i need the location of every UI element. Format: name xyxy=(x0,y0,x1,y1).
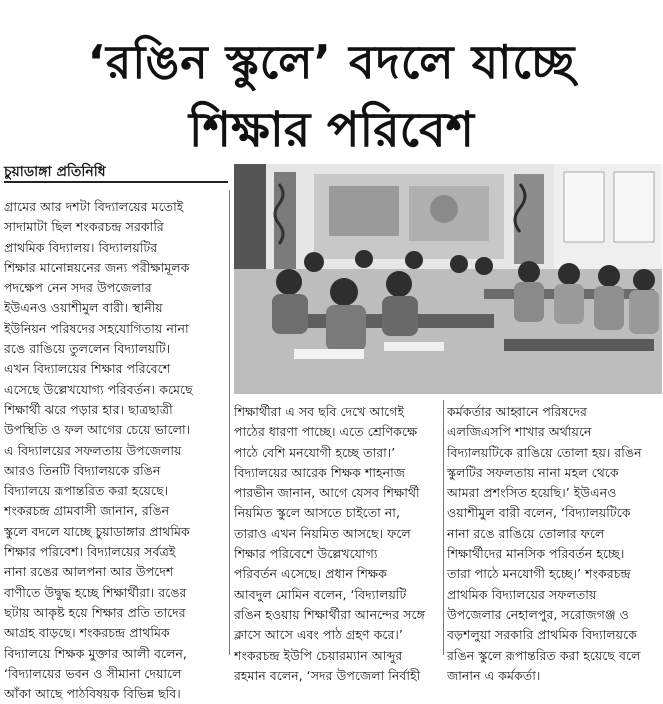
text-line: শিক্ষার্থীরা এ সব ছবি দেখে আগেই xyxy=(234,404,405,419)
article-column-2 xyxy=(234,402,440,686)
text-line: নানা রঙের আলপনা আর উপদেশ xyxy=(4,564,174,580)
text-line: ইউনিয়ন পরিষদের সহযোগিতায় নানা xyxy=(4,320,189,336)
text-line: প্রাথমিক বিদ্যালয়। বিদ্যালয়টির xyxy=(4,239,158,255)
text-line: পরিবর্তন এসেছে। প্রধান শিক্ষক xyxy=(234,566,387,582)
text-line: ছটায় আকৃষ্ট হয়ে শিক্ষার প্রতি তাদের xyxy=(4,604,186,620)
text-line: কর্মকর্তার আহ্বানে পরিষদের xyxy=(447,404,587,419)
text-line: বিদ্যালয়ে রূপান্তরিত করা হয়েছে। xyxy=(4,483,169,499)
text-line: ইউএনও ওয়াশীমুল বারী। স্থানীয় xyxy=(4,300,163,316)
text-line: শংকরচন্দ্র গ্রামবাসী জানান, রঙিন xyxy=(4,503,170,519)
text-line: উপস্থিতি ও ফল আগের চেয়ে ভালো। xyxy=(4,422,191,438)
column-divider-2 xyxy=(443,400,444,655)
byline: চুয়াডাঙ্গা প্রতিনিধি xyxy=(4,164,106,180)
article-column-3 xyxy=(447,402,661,686)
classroom-photo xyxy=(234,164,662,394)
text-line: আঁকা আছে পাঠবিষয়ক বিভিন্ন ছবি। xyxy=(4,686,181,702)
text-line: ক্লাসে আসে এবং পাঠ গ্রহণ করে।’ xyxy=(234,627,403,643)
text-line: তারাও এখন নিয়মিত আসছে। ফলে xyxy=(234,525,411,541)
text-line: গ্রামের আর দশটা বিদ্যালয়ের মতোই xyxy=(4,199,184,214)
text-line: এখন বিদ্যালয়ের শিক্ষার পরিবেশে xyxy=(4,361,171,377)
text-line: পদক্ষেপ নেন সদর উপজেলার xyxy=(4,280,152,296)
text-line: বাণীতে উদ্বুদ্ধ হচ্ছে শিক্ষার্থীরা। রঙের xyxy=(4,584,187,600)
text-line: শংকরচন্দ্র ইউপি চেয়ারম্যান আব্দুর xyxy=(234,647,403,663)
text-line: পাঠে বেশি মনযোগী হচ্ছে তারা।’ xyxy=(234,444,396,460)
text-line: আবদুল মোমিন বলেন, ‘বিদ্যালয়টি xyxy=(234,586,407,602)
text-line: স্কুলে বদলে যাচ্ছে চুয়াডাঙ্গার প্রাথমিক xyxy=(4,523,190,539)
text-line: স্কুলটির সফলতায় নানা মহল থেকে xyxy=(447,464,619,480)
text-line: শিক্ষার্থীদের মানসিক পরিবর্তন হচ্ছে। xyxy=(447,546,625,562)
text-line: বিদ্যালয়ের আরেক শিক্ষক শাহনাজ xyxy=(234,464,406,480)
text-line: এলজিএসপি শাখার অর্থায়নে xyxy=(447,424,592,440)
text-line: নিয়মিত স্কুলে আসতে চাইতো না, xyxy=(234,505,400,521)
text-line: পাঠের ধারণা পাচ্ছে। এতে শ্রেণিকক্ষে xyxy=(234,424,418,440)
text-line: শিক্ষার পরিবেশ। বিদ্যালয়ের সর্বত্রই xyxy=(4,544,176,560)
byline-rule xyxy=(4,181,228,183)
text-line: রঙিন স্কুলে রূপান্তরিত করা হয়েছে বলে xyxy=(447,647,641,663)
text-line: প্রাথমিক বিদ্যালয়ের সফলতায় xyxy=(447,586,597,602)
text-line: আমরা প্রশংসিত হয়েছি।’ ইউএনও xyxy=(447,485,617,501)
text-line: পারভীন জানান, আগে যেসব শিক্ষার্থী xyxy=(234,485,420,501)
text-line: বিদ্যালয়ে শিক্ষক মুক্তার আলী বলেন, xyxy=(4,645,187,661)
headline-line-1: ‘রঙিন স্কুলে’ বদলে যাচ্ছে xyxy=(87,35,576,89)
column-divider-1 xyxy=(229,190,230,655)
text-line: এসেছে উল্লেখযোগ্য পরিবর্তন। কমেছে xyxy=(4,381,193,397)
text-line: শিক্ষার পরিবেশে উল্লেখযোগ্য xyxy=(234,546,378,562)
text-line: বিদ্যালয়টিকে রাঙিয়ে তোলা হয়। রঙিন xyxy=(447,444,642,460)
text-line: বড়শলুয়া সরকারি প্রাথমিক বিদ্যালয়কে xyxy=(447,627,637,643)
text-line: রহমান বলেন, ‘সদর উপজেলা নির্বাহী xyxy=(234,667,421,683)
text-line: জানান এ কর্মকর্তা। xyxy=(447,667,541,683)
text-line: সাদামাটা ছিল শংকরচন্দ্র সরকারি xyxy=(4,219,164,235)
text-line: রঙিন হওয়ায় শিক্ষার্থীরা আনন্দের সঙ্গে xyxy=(234,606,425,622)
classroom-photo-icon xyxy=(234,164,662,394)
text-line: উপজেলার নেহালপুর, সরোজগঞ্জ ও xyxy=(447,606,629,622)
text-line: নানা রঙে রাঙিয়ে তোলার ফলে xyxy=(447,525,605,541)
text-line: তারা পাঠে মনযোগী হচ্ছে।’ শংকরচন্দ্র xyxy=(447,566,631,582)
text-line: রঙে রাঙিয়ে তুললেন বিদ্যালয়টি। xyxy=(4,341,171,357)
text-line: ওয়াশীমুল বারী বলেন, ‘বিদ্যালয়টিকে xyxy=(447,505,631,521)
text-line: শিক্ষার্থী ঝরে পড়ার হার। ছাত্রছাত্রী xyxy=(4,401,173,417)
text-line: আরও তিনটি বিদ্যালয়কে রঙিন xyxy=(4,462,161,478)
article-column-1 xyxy=(4,197,226,704)
text-line: শিক্ষার মানোন্নয়নের জন্য পরীক্ষামূলক xyxy=(4,259,190,275)
text-line: ‘বিদ্যালয়ের ভবন ও সীমানা দেয়ালে xyxy=(4,665,182,681)
text-line: এ বিদ্যালয়ের সফলতায় উপজেলায় xyxy=(4,442,182,458)
headline-line-2: শিক্ষার পরিবেশ xyxy=(188,102,475,158)
text-line: আগ্রহ বাড়ছে। শংকরচন্দ্র প্রাথমিক xyxy=(4,625,170,641)
